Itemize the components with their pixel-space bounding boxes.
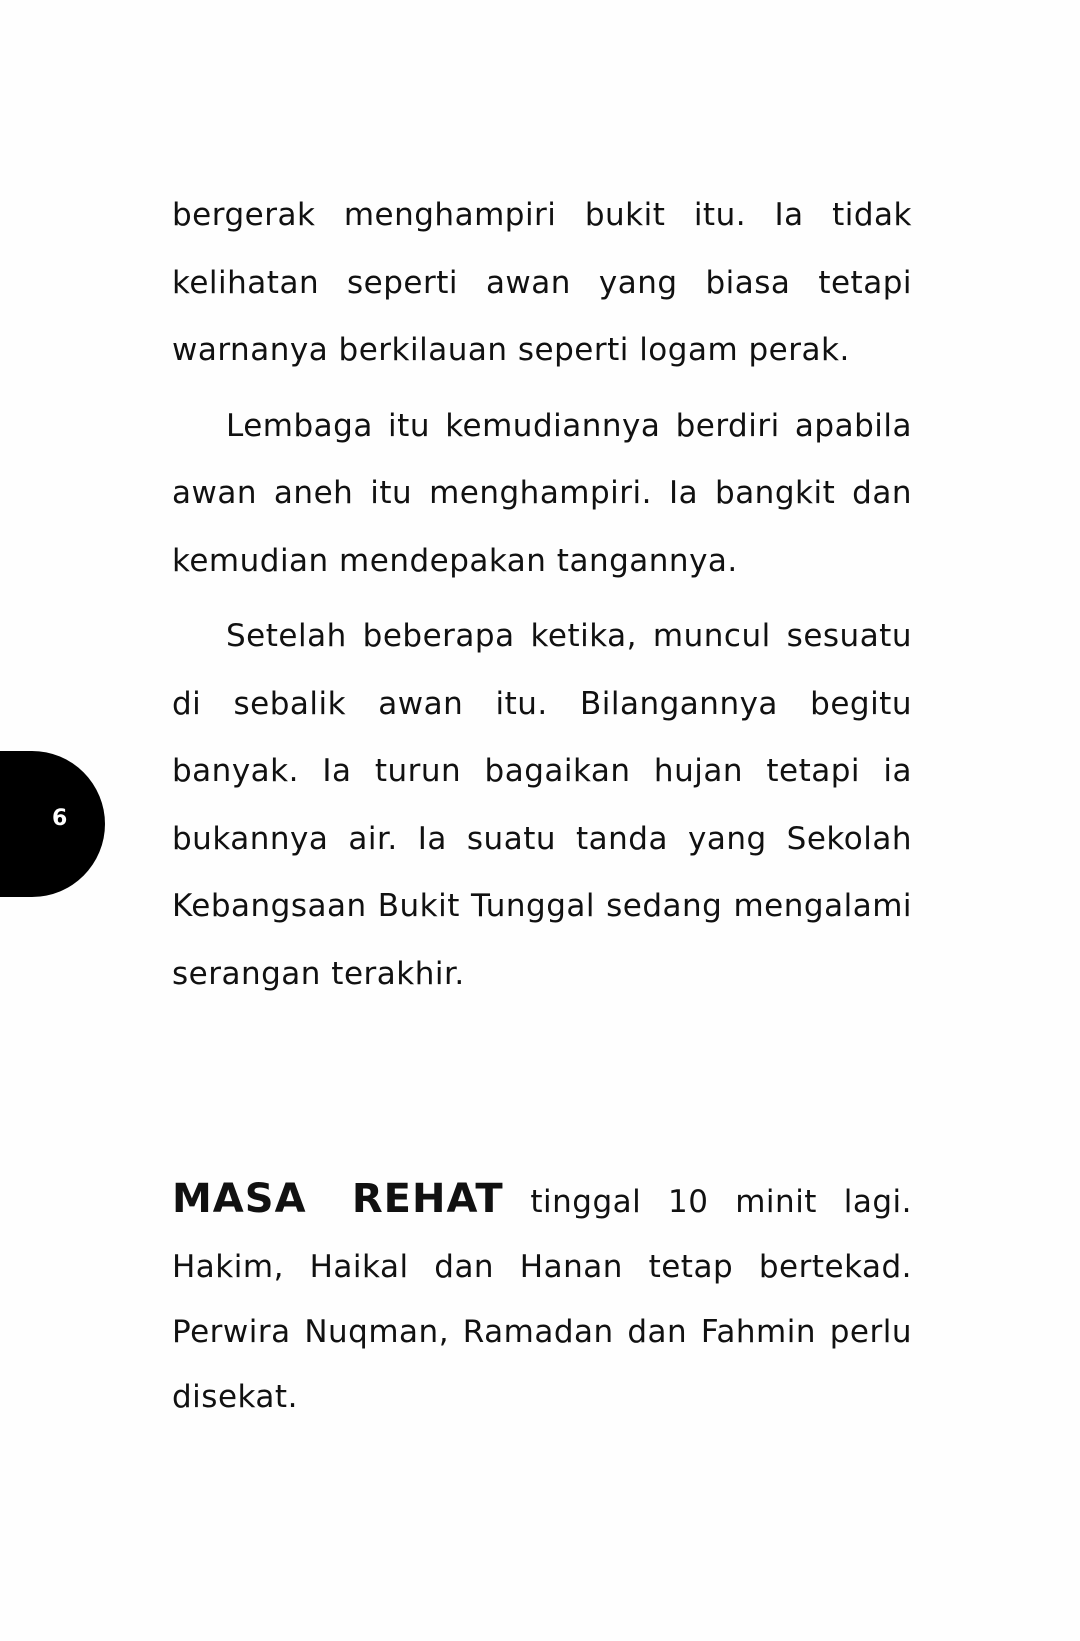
paragraph-1: bergerak menghampiri bukit itu. Ia tidak kelihatan seperti awan yang biasa tetapi warnanya berkilauan seperti logam perak. <box>172 197 912 368</box>
section-paragraph <box>172 1167 912 1430</box>
section-text: tinggal 10 minit lagi. Hakim, Haikal dan Hanan tetap bertekad. Perwira Nuqman, Ramadan dan Fahmin perlu disekat. <box>172 1184 912 1415</box>
paragraph-2: Lembaga itu kemudiannya berdiri apabila awan aneh itu menghampiri. Ia bangkit dan kemudian mendepakan tangannya. <box>172 407 912 579</box>
body-text <box>172 182 912 1016</box>
paragraph-3: Setelah beberapa ketika, muncul sesuatu di sebalik awan itu. Bilangannya begitu banyak. Ia turun bagaikan hujan tetapi ia bukannya air. Ia suatu tanda yang Sekolah Kebangsaan Bukit Tunggal sedang mengalami serangan terakhir. <box>172 618 912 992</box>
page-number: 6 <box>52 806 68 831</box>
section-opening <box>172 1167 912 1430</box>
section-lead-heading: MASA REHAT <box>172 1176 504 1222</box>
